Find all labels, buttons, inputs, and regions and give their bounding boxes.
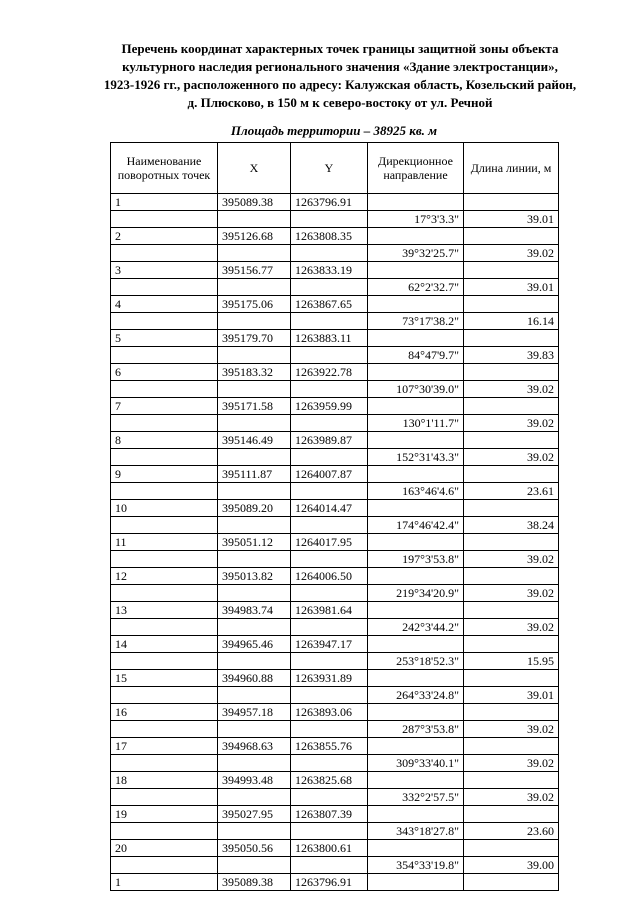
point-name-cell: 10 [111,500,218,517]
length-cell: 39.83 [464,347,559,364]
length-cell [464,364,559,381]
segment-row [111,449,559,466]
direction-cell [368,262,464,279]
y-cell [291,653,368,670]
point-name-cell [111,211,218,228]
x-cell [218,789,291,806]
x-cell: 395171.58 [218,398,291,415]
x-cell: 395089.38 [218,194,291,211]
x-cell: 395051.12 [218,534,291,551]
x-cell [218,721,291,738]
direction-cell [368,704,464,721]
point-name-cell: 19 [111,806,218,823]
heading-line: 1923-1926 гг., расположенного по адресу: Калужская область, Козельский район, [103,77,577,92]
direction-cell [368,398,464,415]
y-cell [291,347,368,364]
length-cell [464,398,559,415]
segment-row [111,789,559,806]
direction-cell: 253°18'52.3" [368,653,464,670]
point-name-cell: 4 [111,296,218,313]
length-cell: 39.02 [464,789,559,806]
y-cell: 1263808.35 [291,228,368,245]
point-row [111,874,559,891]
direction-cell: 343°18'27.8" [368,823,464,840]
x-cell [218,585,291,602]
direction-cell: 309°33'40.1" [368,755,464,772]
point-row [111,466,559,483]
x-cell [218,823,291,840]
length-cell [464,194,559,211]
x-cell: 394968.63 [218,738,291,755]
header-length: Длина линии, м [464,143,559,194]
direction-cell [368,466,464,483]
table-header-row [111,143,559,194]
x-cell [218,211,291,228]
direction-cell: 84°47'9.7" [368,347,464,364]
heading-line: д. Плюсково, в 150 м к северо-востоку от ул. Речной [187,95,493,110]
x-cell: 394993.48 [218,772,291,789]
direction-cell: 354°33'19.8" [368,857,464,874]
length-cell [464,806,559,823]
segment-row [111,585,559,602]
y-cell [291,449,368,466]
x-cell: 394960.88 [218,670,291,687]
length-cell [464,466,559,483]
segment-row [111,381,559,398]
length-cell [464,534,559,551]
length-cell [464,670,559,687]
direction-cell [368,568,464,585]
length-cell: 23.60 [464,823,559,840]
point-name-cell: 5 [111,330,218,347]
y-cell: 1263833.19 [291,262,368,279]
heading-line: Перечень координат характерных точек границы защитной зоны объекта [121,41,559,56]
y-cell: 1264017.95 [291,534,368,551]
document-heading [70,40,610,112]
x-cell: 395175.06 [218,296,291,313]
point-name-cell: 6 [111,364,218,381]
x-cell [218,415,291,432]
direction-cell [368,364,464,381]
y-cell [291,415,368,432]
header-y: Y [291,143,368,194]
y-cell: 1263981.64 [291,602,368,619]
point-name-cell [111,415,218,432]
x-cell [218,449,291,466]
point-name-cell [111,755,218,772]
heading-line: культурного наследия регионального значения «Здание электростанции», [122,59,558,74]
x-cell [218,381,291,398]
x-cell [218,517,291,534]
y-cell: 1263922.78 [291,364,368,381]
y-cell: 1263800.61 [291,840,368,857]
point-name-cell: 15 [111,670,218,687]
y-cell [291,721,368,738]
direction-cell [368,670,464,687]
length-cell [464,228,559,245]
direction-cell [368,738,464,755]
segment-row [111,415,559,432]
x-cell [218,687,291,704]
segment-row [111,857,559,874]
point-row [111,432,559,449]
direction-cell: 73°17'38.2" [368,313,464,330]
direction-cell: 174°46'42.4" [368,517,464,534]
point-name-cell [111,313,218,330]
point-row [111,602,559,619]
x-cell [218,755,291,772]
point-name-cell: 1 [111,194,218,211]
direction-cell [368,228,464,245]
x-cell [218,857,291,874]
y-cell [291,313,368,330]
length-cell [464,568,559,585]
x-cell: 395156.77 [218,262,291,279]
segment-row [111,721,559,738]
segment-row [111,347,559,364]
direction-cell: 107°30'39.0" [368,381,464,398]
direction-cell: 62°2'32.7" [368,279,464,296]
y-cell: 1263893.06 [291,704,368,721]
point-name-cell [111,245,218,262]
direction-cell: 17°3'3.3" [368,211,464,228]
y-cell: 1263931.89 [291,670,368,687]
length-cell [464,840,559,857]
length-cell [464,296,559,313]
length-cell [464,636,559,653]
point-name-cell [111,789,218,806]
y-cell: 1263796.91 [291,874,368,891]
point-name-cell [111,347,218,364]
x-cell [218,313,291,330]
x-cell: 395013.82 [218,568,291,585]
point-name-cell [111,823,218,840]
y-cell [291,483,368,500]
y-cell: 1263796.91 [291,194,368,211]
point-row [111,534,559,551]
y-cell: 1263825.68 [291,772,368,789]
point-row [111,262,559,279]
header-point-name: Наименование поворотных точек [111,143,218,194]
length-cell: 39.02 [464,755,559,772]
x-cell: 395027.95 [218,806,291,823]
y-cell [291,755,368,772]
header-x: X [218,143,291,194]
y-cell [291,211,368,228]
direction-cell [368,296,464,313]
point-row [111,194,559,211]
point-row [111,330,559,347]
segment-row [111,279,559,296]
segment-row [111,619,559,636]
direction-cell: 197°3'53.8" [368,551,464,568]
point-name-cell [111,585,218,602]
x-cell [218,551,291,568]
x-cell: 394983.74 [218,602,291,619]
point-row [111,228,559,245]
y-cell [291,245,368,262]
length-cell: 39.02 [464,381,559,398]
length-cell: 39.02 [464,619,559,636]
length-cell: 39.02 [464,721,559,738]
length-cell: 39.01 [464,211,559,228]
length-cell: 39.02 [464,415,559,432]
y-cell: 1263855.76 [291,738,368,755]
point-name-cell [111,483,218,500]
point-row [111,738,559,755]
point-name-cell: 17 [111,738,218,755]
area-caption: Площадь территории – 38925 кв. м [230,123,438,138]
header-direction: Дирекционное направление [368,143,464,194]
point-name-cell [111,381,218,398]
length-cell: 39.02 [464,449,559,466]
y-cell [291,823,368,840]
y-cell [291,789,368,806]
point-name-cell: 9 [111,466,218,483]
point-name-cell: 16 [111,704,218,721]
length-cell [464,262,559,279]
point-name-cell [111,721,218,738]
x-cell: 395089.38 [218,874,291,891]
y-cell [291,551,368,568]
point-row [111,670,559,687]
length-cell [464,874,559,891]
x-cell: 395179.70 [218,330,291,347]
point-row [111,704,559,721]
x-cell: 395183.32 [218,364,291,381]
point-row [111,840,559,857]
length-cell: 39.01 [464,687,559,704]
x-cell: 394965.46 [218,636,291,653]
point-name-cell: 3 [111,262,218,279]
direction-cell [368,534,464,551]
point-name-cell: 14 [111,636,218,653]
point-name-cell [111,449,218,466]
direction-cell: 130°1'11.7" [368,415,464,432]
segment-row [111,687,559,704]
y-cell: 1263807.39 [291,806,368,823]
length-cell [464,500,559,517]
segment-row [111,653,559,670]
direction-cell [368,806,464,823]
y-cell: 1263867.65 [291,296,368,313]
direction-cell [368,636,464,653]
y-cell [291,381,368,398]
direction-cell: 287°3'53.8" [368,721,464,738]
point-row [111,500,559,517]
direction-cell [368,194,464,211]
length-cell: 39.02 [464,585,559,602]
point-name-cell: 20 [111,840,218,857]
x-cell [218,653,291,670]
y-cell [291,279,368,296]
direction-cell: 219°34'20.9" [368,585,464,602]
x-cell: 395111.87 [218,466,291,483]
length-cell [464,432,559,449]
direction-cell: 152°31'43.3" [368,449,464,466]
length-cell: 39.02 [464,551,559,568]
length-cell: 15.95 [464,653,559,670]
direction-cell [368,602,464,619]
point-name-cell [111,551,218,568]
y-cell [291,687,368,704]
x-cell: 395126.68 [218,228,291,245]
point-row [111,772,559,789]
point-name-cell [111,517,218,534]
length-cell: 39.02 [464,245,559,262]
x-cell [218,347,291,364]
y-cell: 1263883.11 [291,330,368,347]
x-cell: 394957.18 [218,704,291,721]
length-cell [464,738,559,755]
y-cell: 1263947.17 [291,636,368,653]
table-body [111,194,559,891]
point-row [111,296,559,313]
point-name-cell [111,279,218,296]
point-row [111,568,559,585]
x-cell [218,279,291,296]
direction-cell [368,772,464,789]
point-name-cell: 1 [111,874,218,891]
direction-cell: 39°32'25.7" [368,245,464,262]
point-name-cell: 2 [111,228,218,245]
segment-row [111,313,559,330]
y-cell [291,585,368,602]
segment-row [111,823,559,840]
point-name-cell: 11 [111,534,218,551]
point-name-cell: 12 [111,568,218,585]
point-name-cell [111,653,218,670]
point-row [111,636,559,653]
point-name-cell [111,857,218,874]
y-cell: 1264014.47 [291,500,368,517]
length-cell: 39.00 [464,857,559,874]
segment-row [111,755,559,772]
y-cell: 1263989.87 [291,432,368,449]
direction-cell: 332°2'57.5" [368,789,464,806]
point-row [111,806,559,823]
x-cell: 395146.49 [218,432,291,449]
y-cell: 1264006.50 [291,568,368,585]
length-cell: 16.14 [464,313,559,330]
segment-row [111,517,559,534]
x-cell [218,483,291,500]
direction-cell [368,840,464,857]
direction-cell [368,432,464,449]
segment-row [111,211,559,228]
length-cell: 23.61 [464,483,559,500]
direction-cell [368,330,464,347]
coordinates-table [110,142,559,891]
length-cell [464,704,559,721]
x-cell [218,245,291,262]
direction-cell [368,874,464,891]
segment-row [111,551,559,568]
length-cell [464,330,559,347]
point-name-cell [111,687,218,704]
y-cell [291,619,368,636]
segment-row [111,483,559,500]
length-cell: 38.24 [464,517,559,534]
direction-cell [368,500,464,517]
length-cell: 39.01 [464,279,559,296]
y-cell: 1264007.87 [291,466,368,483]
x-cell: 395050.56 [218,840,291,857]
point-name-cell: 8 [111,432,218,449]
y-cell [291,857,368,874]
x-cell: 395089.20 [218,500,291,517]
point-row [111,398,559,415]
point-row [111,364,559,381]
point-name-cell [111,619,218,636]
direction-cell: 163°46'4.6" [368,483,464,500]
y-cell: 1263959.99 [291,398,368,415]
length-cell [464,602,559,619]
y-cell [291,517,368,534]
segment-row [111,245,559,262]
point-name-cell: 13 [111,602,218,619]
length-cell [464,772,559,789]
x-cell [218,619,291,636]
direction-cell: 264°33'24.8" [368,687,464,704]
direction-cell: 242°3'44.2" [368,619,464,636]
point-name-cell: 18 [111,772,218,789]
point-name-cell: 7 [111,398,218,415]
